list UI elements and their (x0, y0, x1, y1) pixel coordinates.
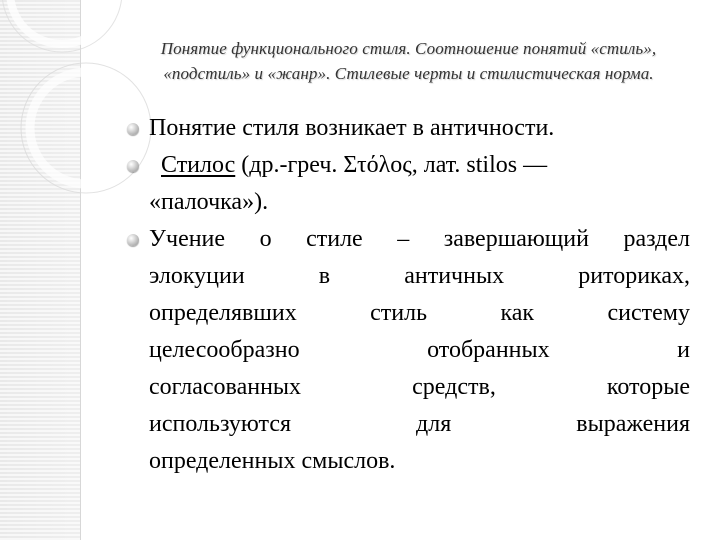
bullet-item-stilos (125, 147, 690, 221)
round-bullet-icon (127, 123, 139, 135)
slide-title-line-1: Понятие функционального стиля. Соотношение понятий «стиль», (160, 39, 657, 58)
bullet-item-origin (125, 110, 690, 147)
bullet-item-doctrine (125, 221, 690, 480)
bullet-text: Понятие стиля возникает в античности. (149, 115, 555, 141)
slide-title-line-2: «подстиль» и «жанр». Стилевые черты и стилистическая норма. (163, 64, 654, 83)
bullet-list (125, 110, 690, 480)
bullet-text-line: используются для выражения (149, 411, 690, 437)
bullet-text-line: элокуции в античных риториках, (149, 263, 690, 289)
bullet-text-line (149, 147, 690, 184)
bullet-text-line: «палочка»). (149, 189, 269, 215)
round-bullet-icon (127, 160, 139, 172)
bullet-text-line: определенных смыслов. (149, 448, 396, 474)
decorative-band-fade (0, 0, 80, 540)
bullet-text-line: согласованных средств, которые (149, 374, 690, 400)
slide-title (116, 36, 701, 86)
round-bullet-icon (127, 234, 139, 246)
stilos-etymology: (др.-греч. Στόλος, лат. stilos — (235, 152, 548, 178)
stilos-term: Стилос (161, 152, 236, 178)
bullet-text-line: целесообразно отобранных и (149, 337, 690, 363)
bullet-text-line: определявших стиль как систему (149, 300, 690, 326)
bullet-text-line: Учение о стиле – завершающий раздел (149, 226, 690, 252)
